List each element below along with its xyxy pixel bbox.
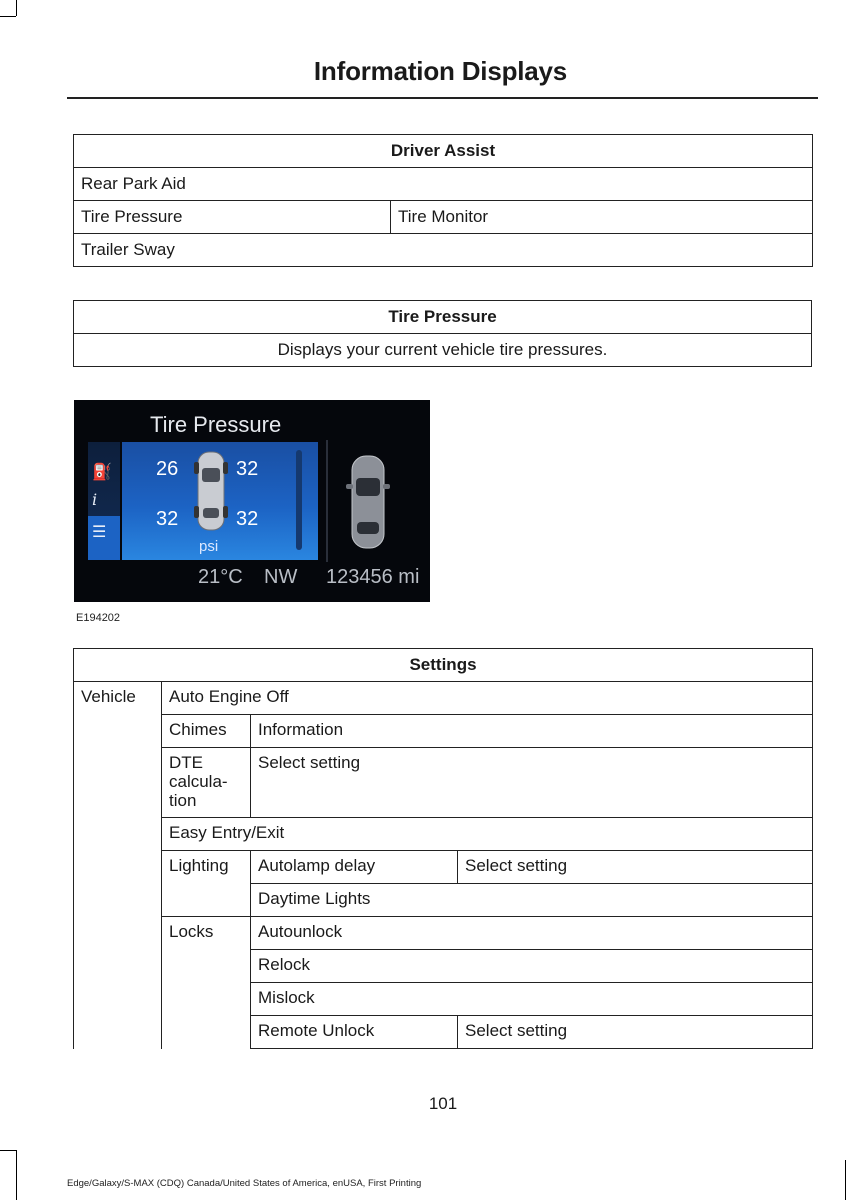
page-title: Information Displays (313, 56, 568, 86)
car-silhouette-icon (346, 454, 390, 550)
table-cell: Select setting (251, 748, 813, 818)
table-cell: Select setting (458, 1016, 813, 1049)
table-cell: Tire Pressure (74, 201, 391, 234)
scrollbar (296, 450, 302, 550)
table-cell: Daytime Lights (251, 884, 813, 917)
table-cell: Trailer Sway (74, 234, 813, 267)
crop-mark (0, 16, 16, 17)
list-settings-icon: ☰ (92, 524, 107, 541)
outside-temperature: 21°C (198, 566, 243, 588)
crop-mark (0, 1150, 16, 1151)
driver-assist-table (73, 134, 813, 267)
info-icon: i (92, 490, 98, 509)
tire-pressure-table (73, 300, 812, 367)
front-left-pressure: 26 (156, 458, 179, 480)
table-cell: Remote Unlock (251, 1016, 458, 1049)
fuel-pump-icon: ⛽ (92, 464, 112, 481)
table-cell: Select setting (458, 851, 813, 884)
screen-title: Tire Pressure (150, 412, 282, 437)
table-cell: Mislock (251, 983, 813, 1016)
table-cell: Lighting (162, 851, 251, 917)
driver-assist-header: Driver Assist (74, 135, 813, 168)
footer-text: Edge/Galaxy/S-MAX (CDQ) Canada/United States of America, enUSA, First Printing (67, 1178, 422, 1189)
table-cell: DTE calcula-tion (162, 748, 251, 818)
compass-heading: NW (264, 566, 298, 588)
crop-mark (845, 1160, 846, 1200)
table-cell: Tire Monitor (391, 201, 813, 234)
rear-right-pressure: 32 (236, 508, 259, 530)
crop-mark (16, 1150, 17, 1200)
tire-pressure-display-image (74, 400, 430, 602)
tire-pressure-description: Displays your current vehicle tire pressures. (74, 334, 812, 367)
crop-mark (16, 0, 17, 16)
pressure-unit: psi (199, 538, 219, 555)
table-cell: Easy Entry/Exit (162, 818, 813, 851)
table-cell: Relock (251, 950, 813, 983)
settings-table (73, 648, 813, 1049)
tire-pressure-header: Tire Pressure (74, 301, 812, 334)
car-top-view-icon (194, 450, 228, 532)
odometer: 123456 mi (326, 566, 420, 588)
table-cell: Autolamp delay (251, 851, 458, 884)
table-cell: Locks (162, 917, 251, 1049)
display-divider (326, 440, 328, 562)
settings-category: Vehicle (74, 682, 162, 1049)
rear-left-pressure: 32 (156, 508, 179, 530)
title-divider (67, 97, 818, 99)
table-cell: Chimes (162, 715, 251, 748)
table-cell: Auto Engine Off (162, 682, 813, 715)
image-caption: E194202 (76, 612, 121, 624)
settings-header: Settings (74, 649, 813, 682)
table-cell: Rear Park Aid (74, 168, 813, 201)
table-cell: Information (251, 715, 813, 748)
front-right-pressure: 32 (236, 458, 259, 480)
table-cell: Autounlock (251, 917, 813, 950)
page-number: 101 (428, 1094, 458, 1113)
